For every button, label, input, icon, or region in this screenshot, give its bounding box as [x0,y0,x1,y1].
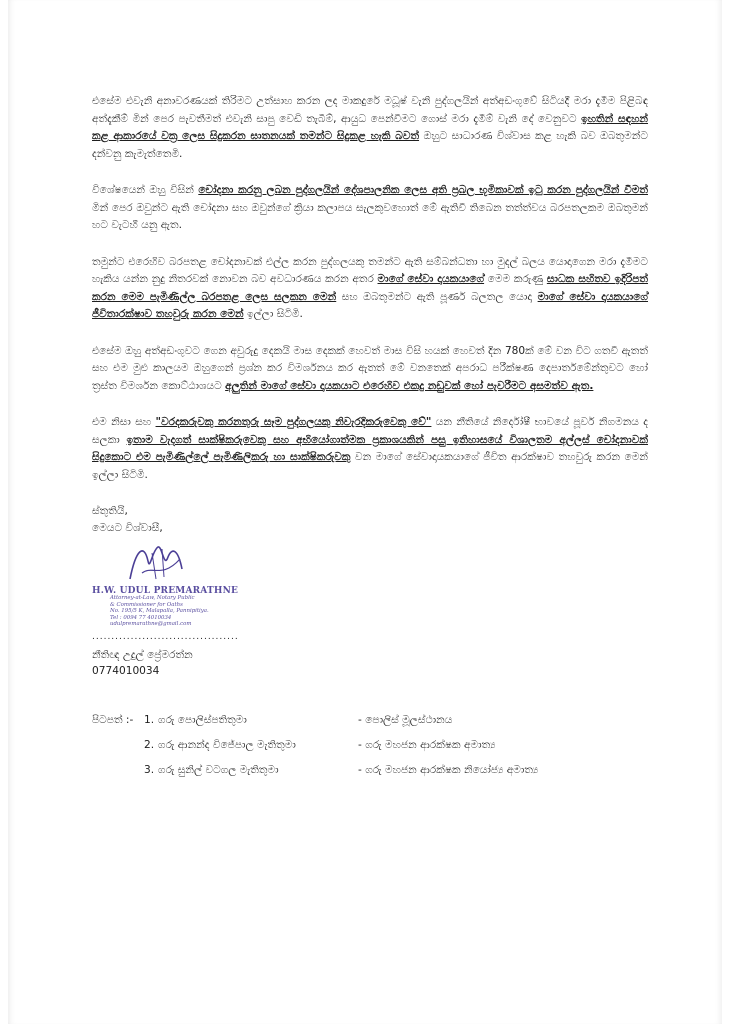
letter-body [92,93,648,679]
copies-recipient: ගරු පොලිස්පතිතුමා [158,714,247,726]
copies-recipient: ගරු ආනන්ද විජේපාල මැතිතුමා [158,739,296,751]
copies-number: 1. [144,714,155,726]
stamp-name: H.W. UDUL PREMARATHNE [92,586,239,596]
copies-label: පිටපත් :- [92,714,134,726]
stamp-line: Tel : 0094 77 4010034 [110,614,172,621]
paragraph-text: එසේම ඔහු අත්අඩංගුවට ගෙන අවුරුදු දෙකයි මාස දෙකක් හෙවත් මාස විසි හයක් හෙවත් දින 780ක් මේ වන විට ගතවී ඇතත් සහ එම මුළු කාලයම ඔහුගෙන් ප්‍රශ්න කර විමර්ශනය කර ඇතත් මේ වනතෙක් අපරාධ පරීක්ෂණ දෙපාර්තමේන්තුවට හෝ ත්‍රස්ත විමර්ශන කොට්ඨාශයට [92,344,648,392]
paragraph-text: ඉල්ලා සිටිමි. [243,308,303,320]
copies-role: - ගරු මහජන ආරක්ෂක නියෝජ්‍ය අමාත්‍ය [358,764,539,776]
copies-row [92,708,612,733]
emphasized-text: සාධක සහිතව ඉදිරිපත් කරන මෙම පැමිණිල්ල බරපතළ ලෙස සලකන මෙන් [92,273,649,303]
signature-dots: ...................................... [92,632,239,642]
letter-paragraph [92,414,648,484]
stamp-line: No. 195/5 K, Malapalla, Pannipitiya. [110,608,209,615]
copies-row [92,758,612,783]
paragraph-text: විශේෂයෙන් ඔහු විසින් [92,184,199,196]
emphasized-text: මාගේ සේවා දායකයාගේ [377,273,485,285]
paragraph-text: වන මාගේ සේවාදායකයාගේ ජීවිත ආරක්ෂාව තහවුරු කරන මෙන් ඉල්ලා සිටිමි. [92,451,648,481]
copies-role: - ගරු මහජන ආරක්ෂක අමාත්‍ය [358,739,496,751]
paragraph-text: මෙම කරුණු [484,273,547,285]
closing-thanks: ස්තුතියි, [92,505,128,517]
copies-row [92,733,612,758]
signature-mark-icon [122,539,192,587]
emphasized-text: ඉතාම වැදගත් සාක්ෂිකරුවෙකු සහ අභියෝගාත්මක ප්‍රකාශයකින් පසු ඉතිහාසයේ විශාලතම අල්ලස් චෝදනාවක් සිදුකොට එම පැමිණිල්ලේ පැමිණිලිකරු හා සාක්ෂිකරුවකු [92,433,649,463]
paragraph-text: එසේම එවැනි අනාවරණයක් තිරිමට උත්සාහ කරන ලද මාකදුරේ මධූෂ් වැනි පුද්ගලයින් අත්අඩංගුවේ සිටියදී මරා දැමීම පිළිබඳ අත්දැකීම් මින් පෙර පැවතීමත් එවැනි සාපු වෙඩි තැබීම්, ආයුධ පෙන්වීමට ගොස් මරා දැමීම් වැනි දේ වෙනුවට [92,95,648,125]
paragraph-text: සහ ඔබතුමන්ට ඇති පූර්ණ බලතල යොදා [336,290,538,303]
paragraph-text: මින් පෙර ඔවුන්ට ඇති චෝදනා සහ ඔවුන්ගේ ක්‍රියා කලාපය සැලකුවහොත් මේ ඇතිවී තිබෙන තත්ත්වය බරපතලකම ඔබතුමන් හට වැටහී යනු ඇත. [92,201,648,231]
stamp-line: & Commissioner for Oaths [110,601,183,608]
copies-recipient: ගරු සුනිල් වටගල මැතිතුමා [158,764,279,776]
paragraph-text: යන නීතියේ නිර්දෝෂී භාවයේ පූර්ව නිගමනය ද සලකා [92,416,648,446]
emphasized-text: අලුතින් මාගේ සේවා දායකයාට එරෙහිව එකදු නඩුවක් හෝ පැවරීමට අසමත්ව ඇත. [225,379,594,392]
lawyer-stamp [92,545,242,628]
paragraphs [92,93,648,484]
copies-list [92,708,612,783]
emphasized-text: චෝදනා කරනු ලබන පුද්ගලයින් දේශපාලනික ලෙස අති ප්‍රබල භූමිකාවක් ඉටු කරන පුද්ගලයින් වීමත් [198,184,648,196]
signatory-phone: 0774010034 [92,664,160,677]
copies-role: - පොලිස් මූලස්ථානය [358,714,453,726]
paragraph-text: තමුන්ට එරෙහිව බරපතළ චෝදනාවක් එල්ල කරන පුද්ගලයකු තමන්ට ඇති සම්බන්ධතා හා මුදල් බලය යොදාගෙන මරා දැමීමට හැකිය යන්න නුදු නිතරවක් නොවන බව අවධාරණය කරන අතර [92,255,648,285]
copies-number: 3. [144,764,155,776]
emphasized-text: "වරදකරුවකු කරනතුරු සෑම පුද්ගලයකු නිවැරදිකරුවෙකු වේ" [155,416,432,428]
stamp-line: Attorney-at-Law, Notary Public [110,595,195,601]
copies-number: 2. [144,739,155,751]
stamp-line: udulpremarathne@gmail.com [110,621,192,628]
letter-paragraph [92,254,648,324]
letter-paragraph [92,343,648,396]
stamp-details [110,595,209,628]
paragraph-text: එම නිසා සහ [92,416,156,428]
emphasized-text: මාගේ සේවා දායකයාගේ ජීවිතාරක්ෂාව තහවුරු කරන මෙන් [92,290,649,320]
letter-paragraph [92,182,648,235]
emphasized-text: ඉහතින් සඳහන් කළ ආකාරයේ වක්‍ර ලෙස සිදුකරන ඝාතනයක් තමන්ට සිදුකළ හැකි බවත් [92,112,649,142]
closing [92,503,648,537]
letter-paragraph [92,93,648,163]
closing-faithfully: මෙයට විශ්වාසී, [92,522,163,534]
paragraph-text: ඔහුට සාධාරණ විශ්වාස කළ හැකි බව ඔබතුමන්ට දන්වනු කැමැත්තෙමි. [92,130,648,160]
signatory-name: නීතිඥ උදුල් ප්‍රේමරත්න [92,648,193,661]
